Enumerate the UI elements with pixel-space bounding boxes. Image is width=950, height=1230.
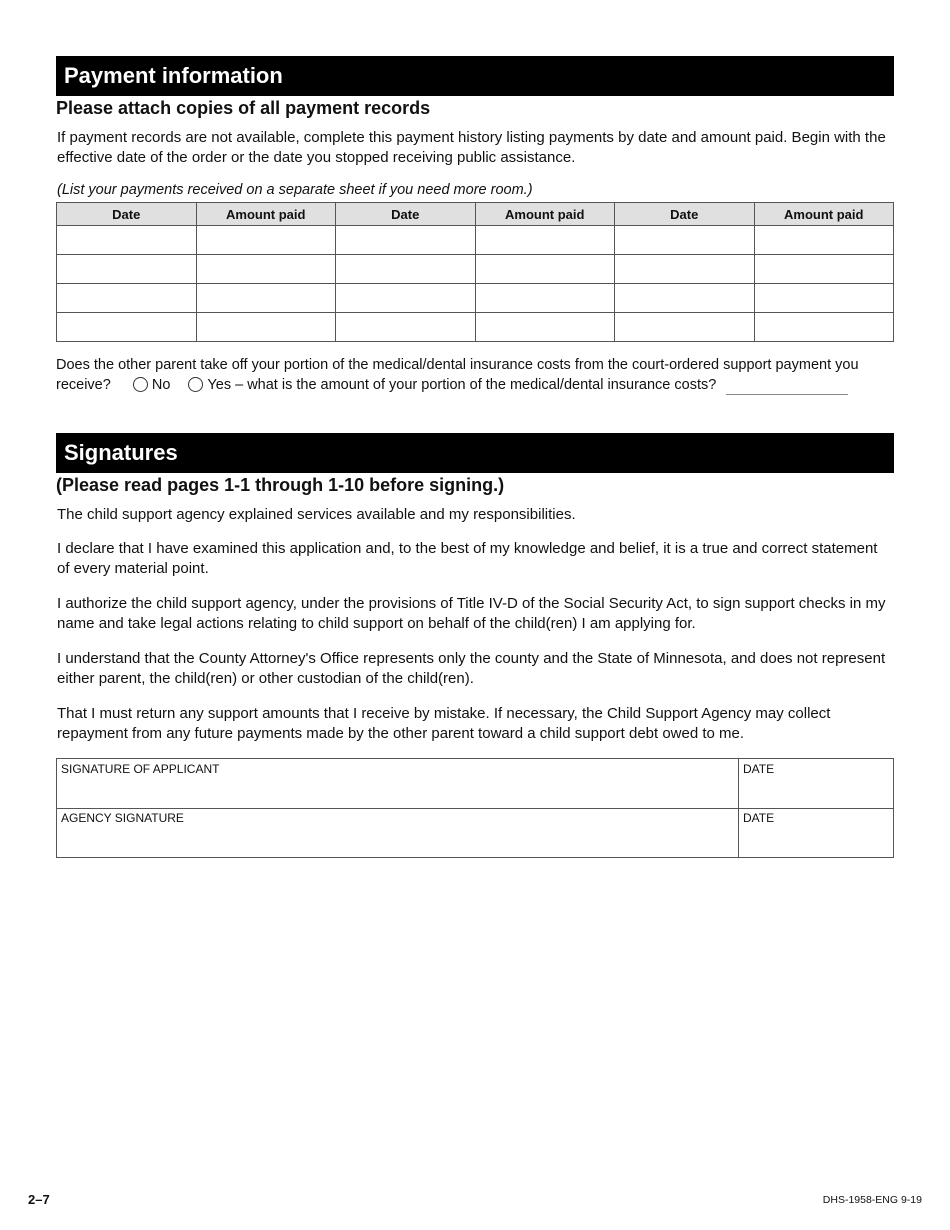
signatures-subtitle: (Please read pages 1-1 through 1-10 before signing.) [56, 475, 505, 495]
agency-date-label: DATE [743, 811, 775, 825]
statement-services: The child support agency explained services available and my responsibilities. [57, 506, 576, 523]
amount-cell[interactable] [475, 313, 615, 342]
form-identifier: DHS-1958-ENG 9-19 [822, 1194, 922, 1206]
radio-no[interactable] [133, 377, 148, 392]
date-cell[interactable] [57, 255, 197, 284]
date-cell[interactable] [615, 255, 755, 284]
amount-cell[interactable] [475, 226, 615, 255]
table-row [57, 255, 894, 284]
agency-date-field[interactable] [739, 808, 893, 858]
applicant-signature-label: SIGNATURE OF APPLICANT [61, 762, 220, 776]
column-header-date: Date [615, 203, 755, 226]
radio-yes[interactable] [188, 377, 203, 392]
table-row [57, 313, 894, 342]
agency-signature-label: AGENCY SIGNATURE [61, 811, 184, 825]
insurance-question [56, 355, 896, 395]
table-row [57, 284, 894, 313]
table-header-row [57, 203, 894, 226]
column-header-amount: Amount paid [754, 203, 894, 226]
date-cell[interactable] [615, 226, 755, 255]
column-header-date: Date [336, 203, 476, 226]
radio-no-label: No [151, 377, 171, 393]
date-cell[interactable] [336, 226, 476, 255]
applicant-signature-row [57, 759, 893, 809]
column-header-date: Date [57, 203, 197, 226]
applicant-date-field[interactable] [739, 759, 893, 808]
date-cell[interactable] [57, 226, 197, 255]
amount-cell[interactable] [196, 255, 336, 284]
payment-history-table [56, 202, 894, 342]
payment-note: (List your payments received on a separate sheet if you need more room.) [57, 182, 533, 198]
payment-section-header: Payment information [56, 56, 894, 96]
agency-signature-row [57, 808, 893, 858]
date-cell[interactable] [615, 284, 755, 313]
amount-cell[interactable] [754, 313, 894, 342]
date-cell[interactable] [336, 284, 476, 313]
column-header-amount: Amount paid [196, 203, 336, 226]
statement-authorization: I authorize the child support agency, under the provisions of Title IV-D of the Social Security Act, to sign support checks in my name and take legal actions relating to child support on behalf of the child(ren) I am applying for. [57, 595, 886, 632]
statement-county-attorney: I understand that the County Attorney's Office represents only the county and the State of Minnesota, and does not represent either parent, the child(ren) or other custodian of the child(ren). [57, 650, 886, 687]
amount-cell[interactable] [754, 255, 894, 284]
page-number: 2–7 [28, 1192, 50, 1207]
applicant-date-label: DATE [743, 762, 775, 776]
date-cell[interactable] [57, 284, 197, 313]
date-cell[interactable] [57, 313, 197, 342]
insurance-amount-field[interactable] [726, 380, 848, 395]
amount-cell[interactable] [475, 284, 615, 313]
date-cell[interactable] [615, 313, 755, 342]
table-row [57, 226, 894, 255]
amount-cell[interactable] [754, 284, 894, 313]
insurance-question-text: Does the other parent take off your portion of the medical/dental insurance costs from the court-ordered support payment you receive? [56, 357, 859, 393]
signatures-section-header: Signatures [56, 433, 894, 473]
radio-yes-label: Yes – what is the amount of your portion of the medical/dental insurance costs? [207, 377, 717, 393]
amount-cell[interactable] [196, 226, 336, 255]
date-cell[interactable] [336, 313, 476, 342]
amount-cell[interactable] [754, 226, 894, 255]
amount-cell[interactable] [475, 255, 615, 284]
statement-repayment: That I must return any support amounts that I receive by mistake. If necessary, the Child Support Agency may collect repayment from any future payments made by the other parent toward a child support debt owed to me. [57, 705, 831, 742]
agency-signature-field[interactable] [57, 808, 739, 858]
payment-subtitle: Please attach copies of all payment records [56, 98, 431, 118]
payment-intro: If payment records are not available, complete this payment history listing payments by date and amount paid. Begin with the effective date of the order or the date you stopped receiving public assistance. [57, 129, 886, 166]
column-header-amount: Amount paid [475, 203, 615, 226]
amount-cell[interactable] [196, 284, 336, 313]
applicant-signature-field[interactable] [57, 759, 739, 808]
signature-box [56, 758, 894, 858]
date-cell[interactable] [336, 255, 476, 284]
statement-declaration: I declare that I have examined this application and, to the best of my knowledge and belief, it is a true and correct statement of every material point. [57, 540, 878, 577]
amount-cell[interactable] [196, 313, 336, 342]
